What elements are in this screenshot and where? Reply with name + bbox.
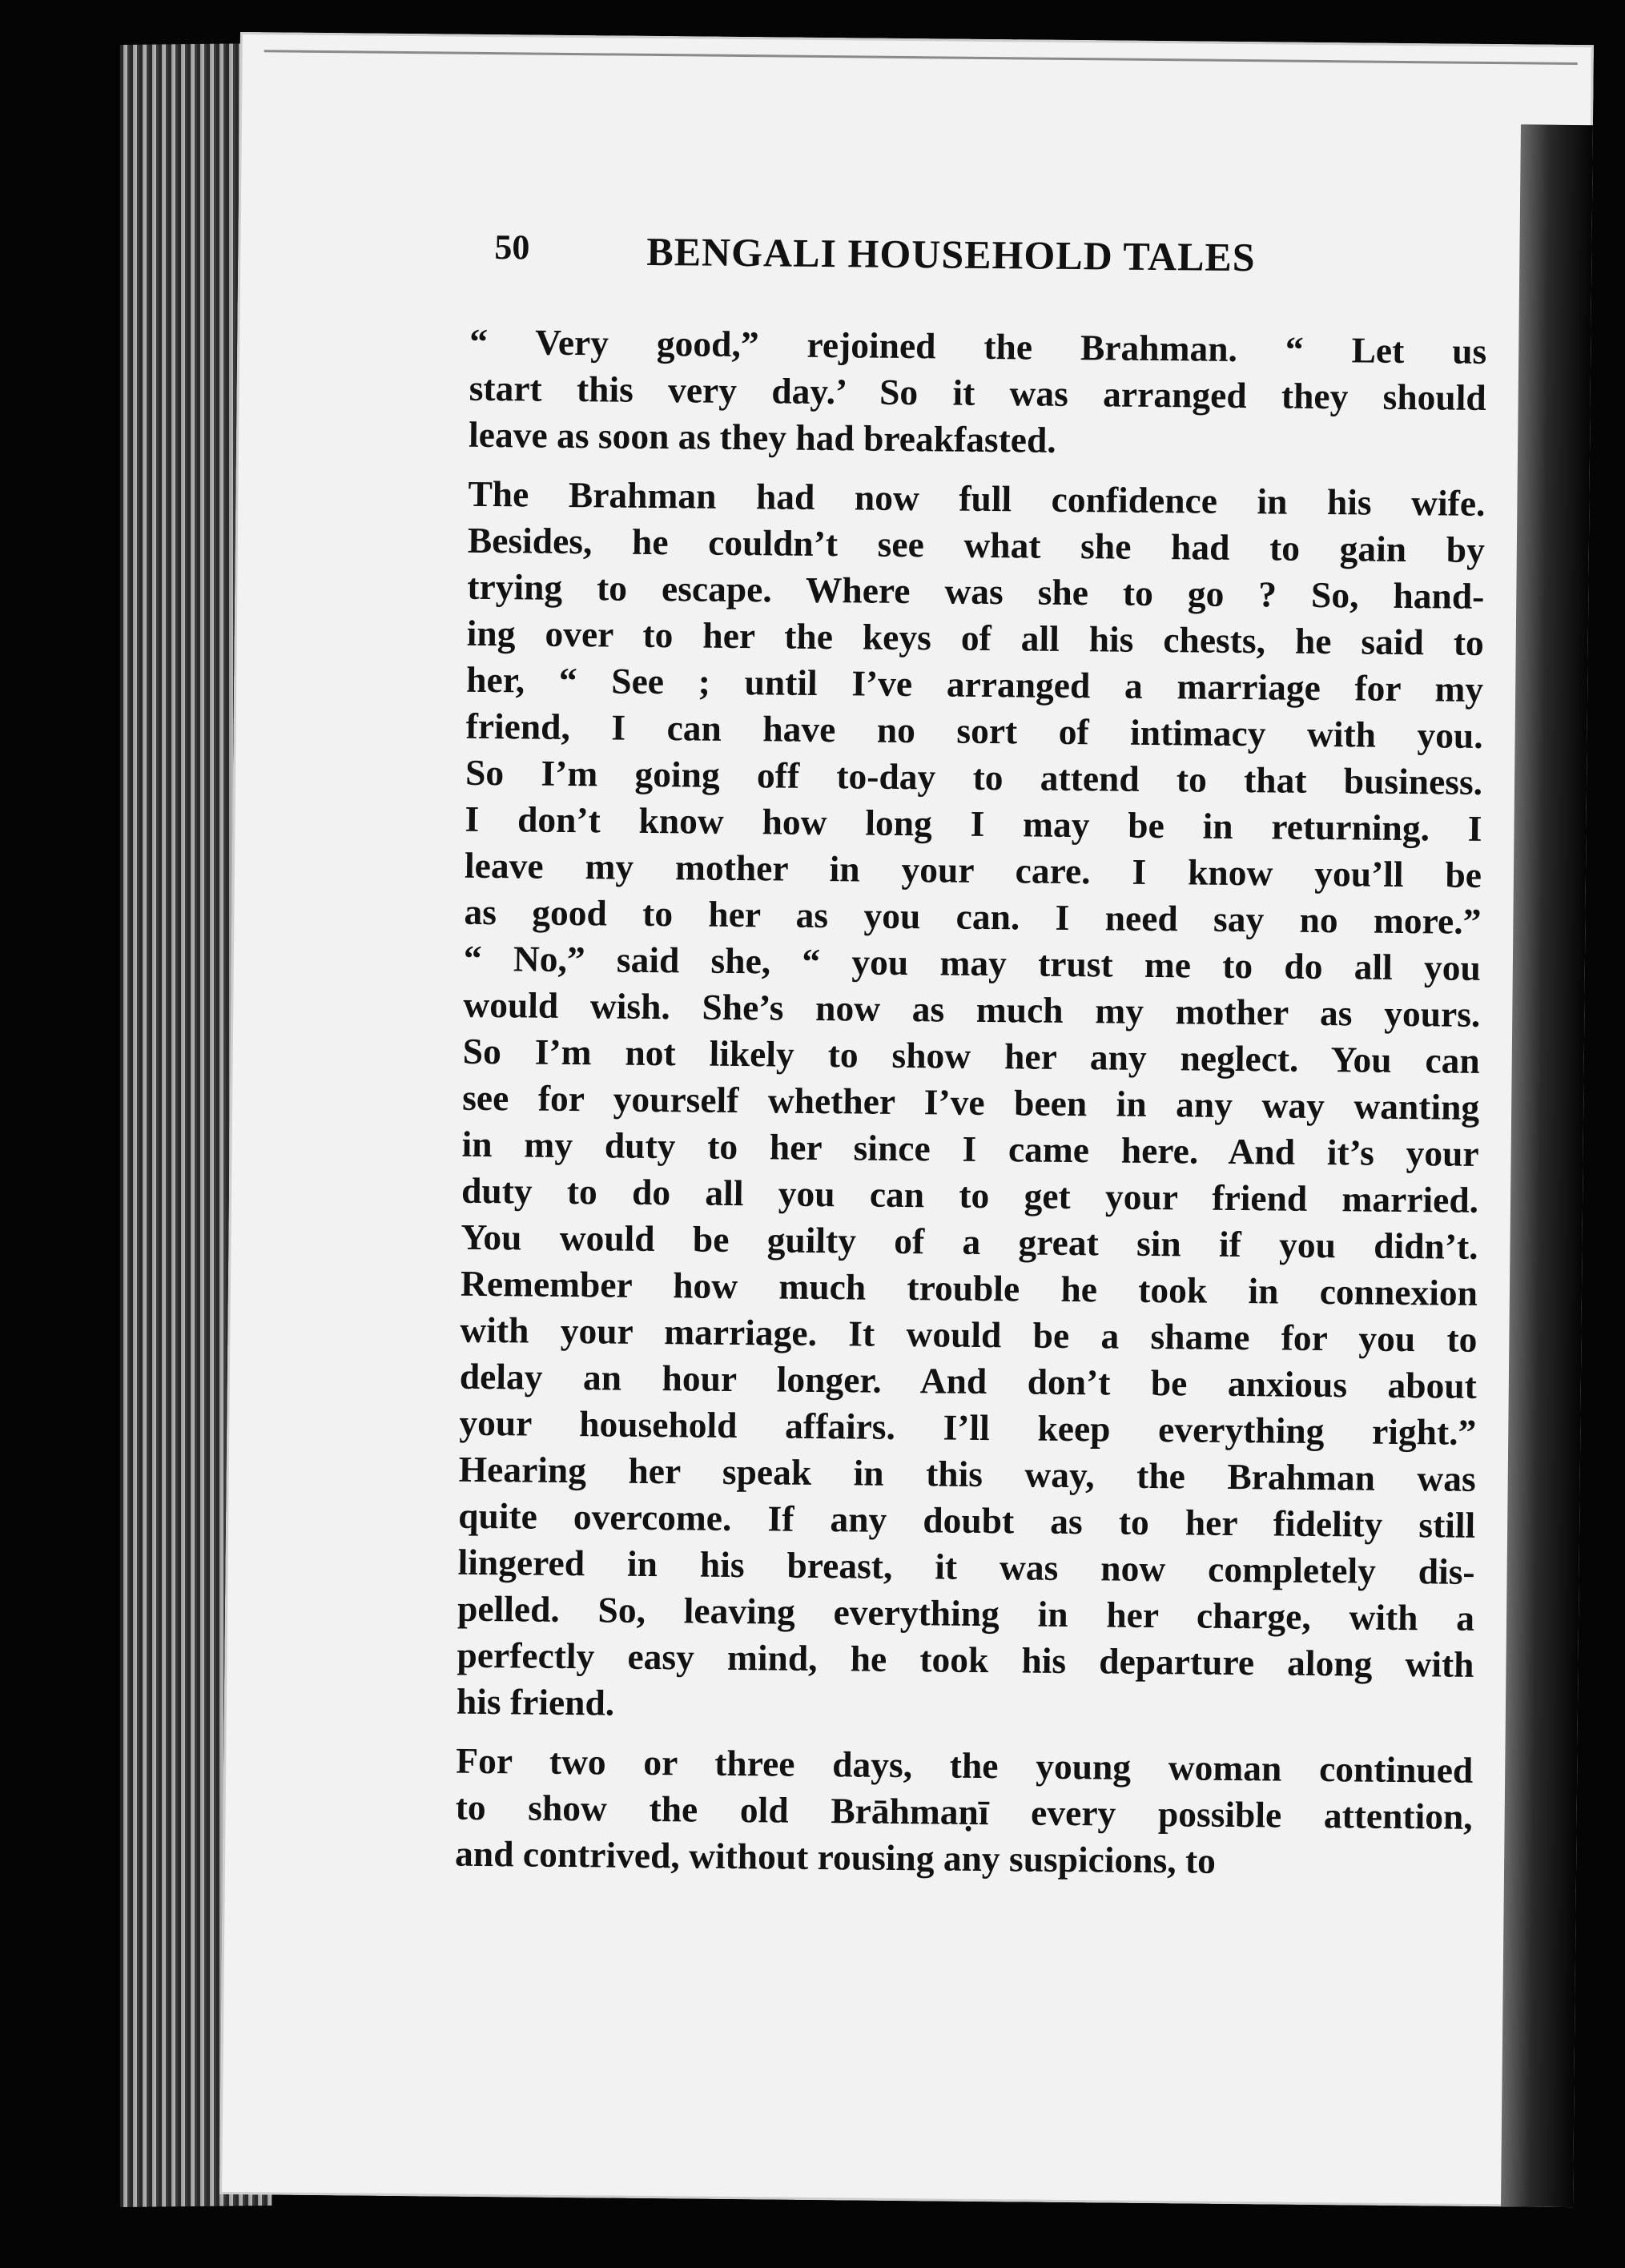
text-line: The Brahman had now full confidence in his wife.: [468, 472, 1486, 524]
text-line: start this very day.’ So it was arranged they should: [469, 367, 1486, 418]
text-line: and contrived, without rousing any suspicions, to: [454, 1832, 1217, 1881]
text-line: as good to her as you can. I need say no more.”: [464, 891, 1482, 942]
text-line: “ Very good,” rejoined the Brahman. “ Let us: [469, 320, 1487, 372]
page-number: 50: [494, 227, 530, 267]
text-line: would wish. She’s now as much my mother as yours.: [463, 983, 1481, 1035]
text-line: leave as soon as they had breakfasted.: [468, 413, 1056, 460]
text-line: Hearing her speak in this way, the Brahman was: [458, 1448, 1476, 1499]
text-line: duty to do all you can to get your friend married.: [461, 1169, 1479, 1220]
text-line: in my duty to her since I came here. And it’s your: [461, 1123, 1479, 1174]
text-line: So I’m not likely to show her any neglect. You can: [462, 1030, 1480, 1081]
text-line: trying to escape. Where was she to go ? So, hand-: [467, 565, 1485, 617]
text-line: So I’m going off to-day to attend to that business.: [465, 751, 1483, 802]
paragraph: [469, 319, 1487, 468]
text-line: Remember how much trouble he took in connexion: [460, 1262, 1478, 1313]
page-right-shadow: [1501, 124, 1593, 2207]
text-line: I don’t know how long I may be in returning. I: [465, 798, 1482, 849]
text-line: For two or three days, the young woman continued: [456, 1739, 1474, 1791]
text-line: her, “ See ; until I’ve arranged a marriage for my: [466, 658, 1484, 710]
text-line: delay an hour longer. And don’t be anxious about: [459, 1355, 1478, 1406]
text-line: his friend.: [456, 1680, 615, 1723]
text-line: to show the old Brāhmaṇī every possible attention,: [455, 1786, 1473, 1837]
text-line: your household affairs. I’ll keep everything right.”: [459, 1401, 1477, 1453]
text-line: friend, I can have no sort of intimacy with you.: [465, 705, 1483, 756]
body-text: [455, 319, 1487, 1887]
text-line: see for yourself whether I’ve been in any way wanting: [461, 1076, 1480, 1128]
running-title: BENGALI HOUSEHOLD TALES: [646, 228, 1256, 280]
text-line: perfectly easy mind, he took his departure along with: [457, 1634, 1474, 1685]
paragraph: [455, 1738, 1474, 1887]
text-line: ing over to her the keys of all his chests, he said to: [466, 612, 1484, 663]
text-line: with your marriage. It would be a shame for you to: [460, 1309, 1478, 1360]
text-line: lingered in his breast, it was now completely dis-: [457, 1541, 1475, 1592]
text-line: pelled. So, leaving everything in her charge, with a: [457, 1587, 1475, 1639]
page-header: [494, 227, 1536, 280]
paragraph: [457, 471, 1486, 1735]
page-top-border: [264, 50, 1578, 65]
text-line: “ No,” said she, “ you may trust me to do all you: [463, 937, 1482, 988]
page-sheet: [219, 32, 1594, 2207]
text-line: You would be guilty of a great sin if you didn’t.: [461, 1216, 1478, 1267]
text-line: quite overcome. If any doubt as to her fidelity still: [457, 1494, 1476, 1546]
text-line: leave my mother in your care. I know you’ll be: [464, 844, 1482, 895]
text-line: Besides, he couldn’t see what she had to gain by: [467, 519, 1486, 570]
